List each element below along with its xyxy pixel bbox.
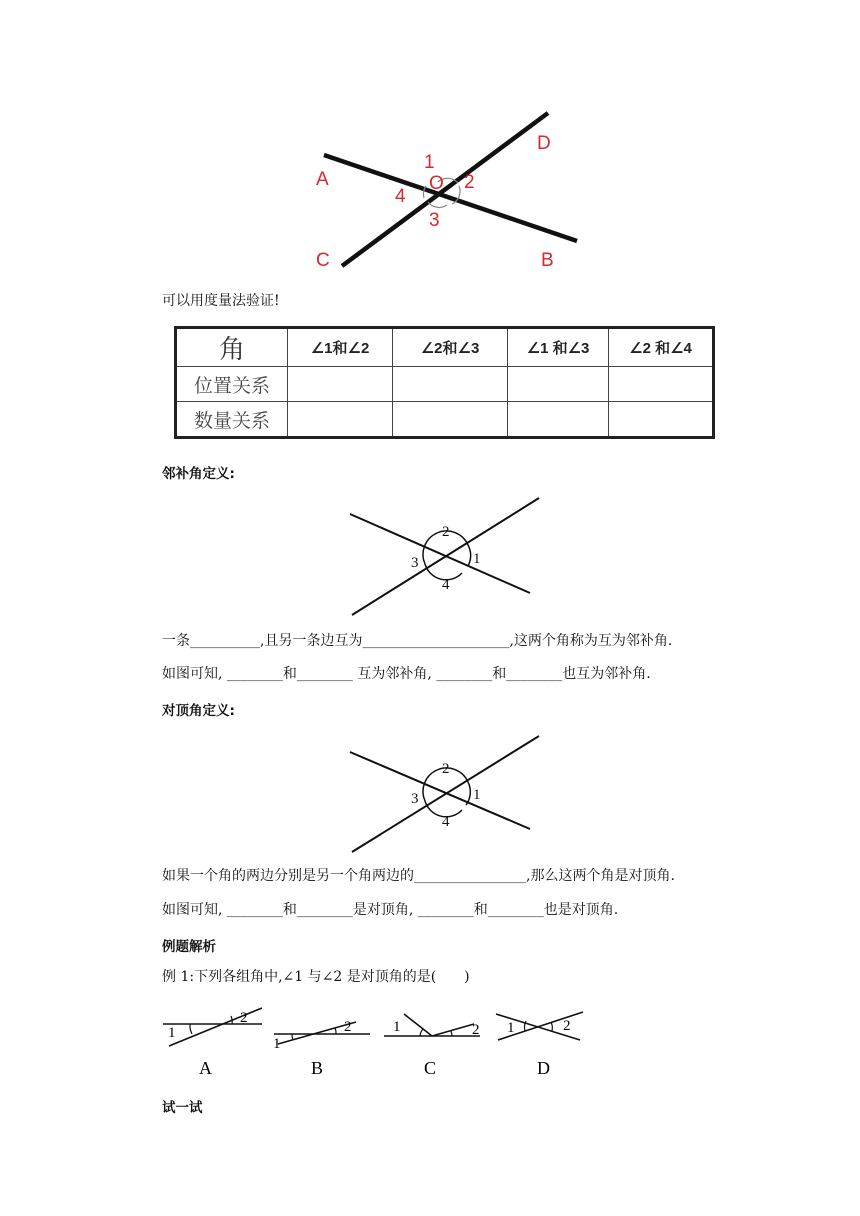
label-4: 4	[395, 186, 406, 207]
vertical-angle-figure	[340, 730, 550, 858]
label-3: 3	[411, 791, 419, 807]
label-B: B	[541, 250, 554, 271]
vertical-angle-heading: 对顶角定义:	[162, 703, 235, 719]
label-4: 4	[442, 814, 450, 830]
table-col-header: ∠1 和∠3	[508, 328, 609, 367]
adjacent-angle-figure	[340, 492, 550, 622]
label-1: 1	[473, 787, 481, 803]
table-col-header: ∠1和∠2	[288, 328, 393, 367]
table-cell[interactable]	[508, 367, 609, 402]
verify-text: 可以用度量法验证!	[162, 293, 280, 309]
label-3: 3	[429, 210, 440, 231]
adjacent-definition-line: 一条__________,且另一条边互为_____________________,这两个角称为互为邻补角.	[162, 633, 673, 649]
option-a-angle-2: 2	[240, 1010, 248, 1026]
answer-options-figure	[160, 1000, 590, 1082]
label-1: 1	[473, 551, 481, 567]
table-cell[interactable]	[508, 402, 609, 438]
adjacent-angle-heading: 邻补角定义:	[162, 466, 235, 482]
option-b-label[interactable]: B	[311, 1058, 324, 1078]
option-b-angle-1: 1	[273, 1036, 281, 1052]
label-2: 2	[464, 172, 475, 193]
label-2: 2	[442, 524, 450, 540]
option-c-figure[interactable]	[384, 1014, 480, 1078]
vertical-definition-line: 如果一个角的两边分别是另一个角两边的________________,那么这两个角是对顶角.	[162, 868, 675, 884]
table-corner-header: 角	[176, 328, 288, 367]
table-col-header: ∠2 和∠4	[609, 328, 714, 367]
table-row-header: 位置关系	[176, 367, 288, 402]
table-cell[interactable]	[288, 402, 393, 438]
table-cell[interactable]	[393, 367, 508, 402]
option-c-label[interactable]: C	[424, 1058, 437, 1078]
label-O: O	[429, 173, 444, 194]
label-4: 4	[442, 577, 450, 593]
option-d-angle-2: 2	[563, 1018, 571, 1034]
option-d-angle-1: 1	[507, 1020, 515, 1036]
label-C: C	[316, 250, 330, 271]
option-d-label[interactable]: D	[537, 1058, 550, 1078]
label-3: 3	[411, 555, 419, 571]
option-c-angle-2: 2	[472, 1022, 480, 1038]
label-2: 2	[442, 761, 450, 777]
adjacent-example-line: 如图可知, ________和________ 互为邻补角, ________和________也互为邻补角.	[162, 666, 651, 682]
option-a-figure[interactable]	[163, 1008, 262, 1078]
table-col-header: ∠2和∠3	[393, 328, 508, 367]
angle-relation-table	[174, 326, 715, 439]
intersecting-lines-figure	[300, 105, 600, 277]
example-question: 例 1:下列各组角中,∠1 与∠2 是对顶角的是( )	[162, 969, 470, 985]
table-cell[interactable]	[393, 402, 508, 438]
label-D: D	[537, 133, 551, 154]
option-b-figure[interactable]	[273, 1019, 370, 1078]
option-b-angle-2: 2	[344, 1019, 352, 1035]
option-c-angle-1: 1	[393, 1019, 401, 1035]
try-heading: 试一试	[162, 1100, 203, 1116]
option-a-label[interactable]: A	[199, 1058, 212, 1078]
option-d-figure[interactable]	[496, 1012, 583, 1078]
table-row-header: 数量关系	[176, 402, 288, 438]
table-cell[interactable]	[609, 367, 714, 402]
example-heading: 例题解析	[162, 939, 216, 955]
table-cell[interactable]	[609, 402, 714, 438]
vertical-example-line: 如图可知, ________和________是对顶角, ________和________也是对顶角.	[162, 902, 619, 918]
option-a-angle-1: 1	[168, 1025, 176, 1041]
label-1: 1	[424, 152, 435, 173]
table-cell[interactable]	[288, 367, 393, 402]
label-A: A	[316, 169, 329, 190]
